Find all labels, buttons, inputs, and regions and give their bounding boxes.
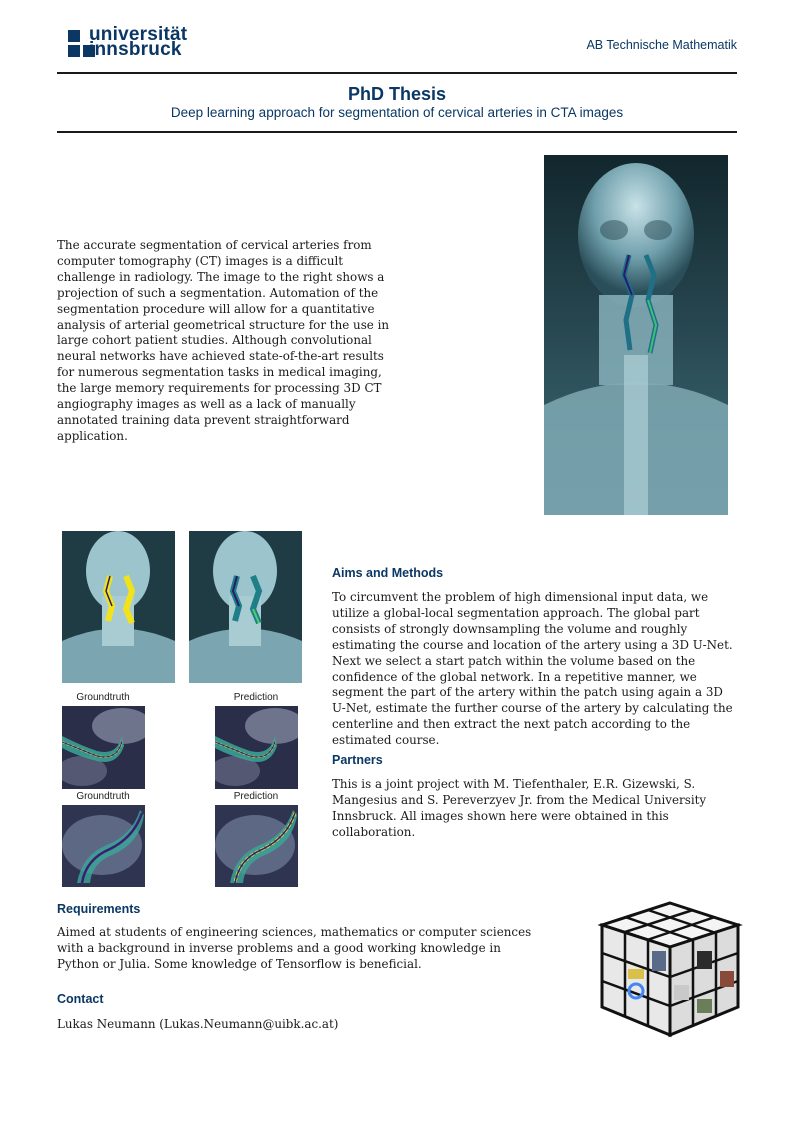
title-divider [57,131,737,133]
caption-prediction-2: Prediction [233,791,279,802]
requirements-heading: Requirements [57,902,141,916]
logo-line1: universität [89,24,188,45]
prediction-patch-image-2 [215,805,298,887]
caption-groundtruth-2: Groundtruth [76,791,130,802]
top-divider [57,72,737,74]
contact-text: Lukas Neumann (Lukas.Neumann@uibk.ac.at) [57,1017,339,1031]
page-subtitle: Deep learning approach for segmentation of cervical arteries in CTA images [170,105,624,120]
logo-square-icon [68,30,80,42]
logo-square-icon [68,45,80,57]
logo-line2: innsbruck [89,39,182,60]
partners-heading: Partners [332,753,383,767]
logo-wordmark [89,24,188,60]
page-title: PhD Thesis [347,84,447,104]
prediction-global-image [189,531,302,683]
requirements-paragraph: Aimed at students of engineering sciences, mathematics or computer sciences with a background in inverse problems and a good working knowledge in Python or Julia. Some knowledge of Tensorflow is beneficial. [57,925,532,971]
groundtruth-patch-image-2 [62,805,145,887]
groundtruth-patch-image-1 [62,706,145,789]
groundtruth-global-image [62,531,175,683]
cube-illustration [598,895,743,1043]
contact-heading: Contact [57,992,104,1006]
prediction-patch-image-1 [215,706,298,789]
partners-paragraph: This is a joint project with M. Tiefenthaler, E.R. Gizewski, S. Mangesius and S. Pereverzyev Jr. from the Medical University Innsbruck. All images shown here were obtained in this collaboration. [332,777,707,839]
aims-heading: Aims and Methods [332,566,444,580]
caption-groundtruth-1: Groundtruth [76,692,130,703]
aims-paragraph: To circumvent the problem of high dimensional input data, we utilize a global-local segmentation approach. The global part consists of strongly downsampling the volume and roughly estimating the course and location of the artery using a 3D U-Net. Next we select a start patch within the volume based on the confidence of the global network. In a repetitive manner, we segment the part of the artery within the patch using again a 3D U-Net, estimate the further course of the artery by calculating the centerline and then extract the next patch according to the estimated course. [332,590,733,748]
ct-projection-image [544,155,728,515]
caption-prediction-1: Prediction [233,692,279,703]
intro-paragraph: The accurate segmentation of cervical arteries from computer tomography (CT) images is a difficult challenge in radiology. The image to the right shows a projection of such a segmentation. Automation of the segmentation procedure will allow for a quantitative analysis of arterial geometrical structure for the use in large cohort patient studies. Although convolutional neural networks have achieved state-of-the-art results for numerous segmentation tasks in medical imaging, the large memory requirements for processing 3D CT angiography images as well as a lack of manually annotated training data prevent straightforward application. [57,238,390,443]
department-name: AB Technische Mathematik [586,38,737,52]
